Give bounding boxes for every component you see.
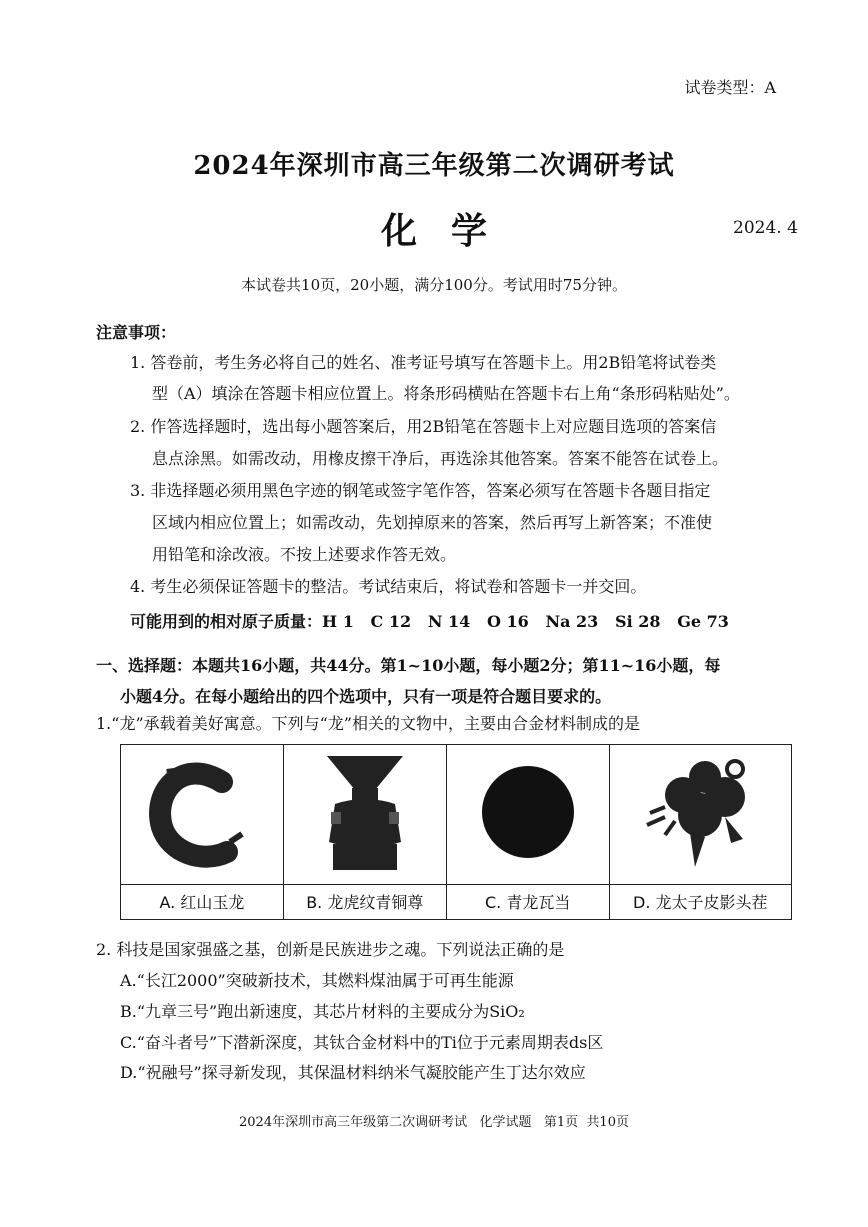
shadow-puppet-head-icon <box>635 747 765 877</box>
q1-stem: 1.“龙”承载着美好寓意。下列与“龙”相关的文物中，主要由合金材料制成的是 <box>96 714 640 733</box>
section1-line1: 一、选择题：本题共16小题，共44分。第1~10小题，每小题2分；第11~16小题，每 <box>96 656 721 675</box>
q2-option-a: A.“长江2000”突破新技术，其燃料煤油属于可再生能源 <box>120 971 514 990</box>
subject-title: 化学 <box>380 210 521 252</box>
notice-item-3c: 用铅笔和涂改液。不按上述要求作答无效。 <box>152 545 457 564</box>
jade-dragon-icon <box>142 752 262 872</box>
option-a-caption: A. 红山玉龙 <box>121 884 284 919</box>
notice-item-3b: 区域内相应位置上；如需改动，先划掉原来的答案，然后再写上新答案；不准使 <box>152 513 713 532</box>
bronze-zun-icon <box>305 750 425 875</box>
exam-date: 2024. 4 <box>733 218 798 238</box>
paper-type-label: 试卷类型：A <box>684 78 776 97</box>
notice-item-2b: 息点涂黑。如需改动，用橡皮擦干净后，再选涂其他答案。答案不能答在试卷上。 <box>152 449 729 468</box>
section1-line2: 小题4分。在每小题给出的四个选项中，只有一项是符合题目要求的。 <box>120 687 612 706</box>
option-c-image <box>446 745 609 885</box>
page-footer: 2024年深圳市高三年级第二次调研考试 化学试题 第1页 共10页 <box>239 1115 629 1130</box>
notice-item-1b: 型（A）填涂在答题卡相应位置上。将条形码横贴在答题卡右上角“条形码粘贴处”。 <box>152 384 740 403</box>
q2-option-b: B.“九章三号”跑出新速度，其芯片材料的主要成分为SiO₂ <box>120 1002 525 1021</box>
option-a-image <box>121 745 284 885</box>
option-b-caption: B. 龙虎纹青铜尊 <box>283 884 446 919</box>
option-c-caption: C. 青龙瓦当 <box>446 884 609 919</box>
tile-end-disc-icon <box>468 752 588 872</box>
q2-stem: 2. 科技是国家强盛之基，创新是民族进步之魂。下列说法正确的是 <box>96 940 565 959</box>
exam-title: 2024年深圳市高三年级第二次调研考试 <box>193 151 675 181</box>
notice-item-1a: 1. 答卷前，考生务必将自己的姓名、准考证号填写在答题卡上。用2B铅笔将试卷类 <box>130 353 717 372</box>
option-d-image <box>609 745 791 885</box>
notice-item-2a: 2. 作答选择题时，选出每小题答案后，用2B铅笔在答题卡上对应题目选项的答案信 <box>130 417 717 436</box>
notice-title: 注意事项： <box>96 323 177 342</box>
atomic-mass-line: 可能用到的相对原子质量：H 1 C 12 N 14 O 16 Na 23 Si 28 Ge 73 <box>130 612 729 631</box>
notice-item-3a: 3. 非选择题必须用黑色字迹的钢笔或签字笔作答，答案必须写在答题卡各题目指定 <box>130 481 711 500</box>
option-d-caption: D. 龙太子皮影头茬 <box>609 884 791 919</box>
q2-option-c: C.“奋斗者号”下潜新深度，其钛合金材料中的Ti位于元素周期表ds区 <box>120 1033 604 1052</box>
q1-options-table <box>120 744 792 920</box>
notice-item-4: 4. 考生必须保证答题卡的整洁。考试结束后，将试卷和答题卡一并交回。 <box>130 577 647 596</box>
option-b-image <box>283 745 446 885</box>
exam-info: 本试卷共10页，20小题，满分100分。考试用时75分钟。 <box>241 276 627 294</box>
q2-option-d: D.“祝融号”探寻新发现，其保温材料纳米气凝胶能产生丁达尔效应 <box>120 1063 586 1082</box>
